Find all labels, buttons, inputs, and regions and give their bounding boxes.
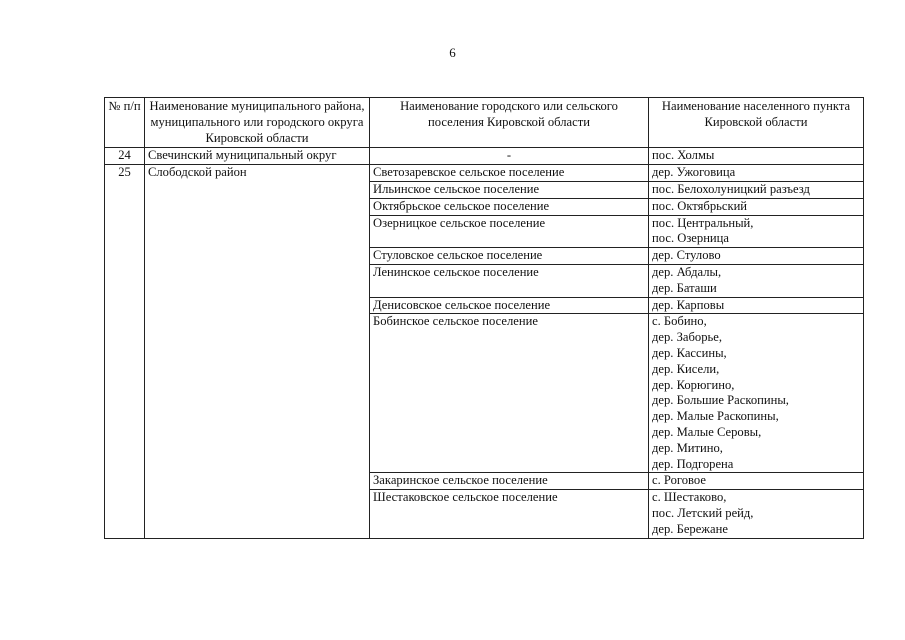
- table-row: [105, 148, 864, 165]
- locality-item: дер. Большие Раскопины,: [652, 393, 789, 408]
- locality-item: дер. Митино,: [652, 440, 723, 455]
- locality-item: дер. Абдалы,: [652, 264, 722, 279]
- table-row: [105, 165, 864, 182]
- locality-names: [649, 165, 864, 182]
- settlement-name: Закаринское сельское поселение: [370, 473, 649, 490]
- locality-item: пос. Летский рейд,: [652, 505, 754, 520]
- locality-names: [649, 264, 864, 297]
- locality-item: с. Шестаково,: [652, 490, 727, 505]
- settlement-name: Бобинское сельское поселение: [370, 314, 649, 473]
- header-district: Наименование муниципального района, муниципального или городского округа Кировской области: [145, 98, 370, 148]
- table-header-row: [105, 98, 864, 148]
- locality-item: с. Бобино,: [652, 314, 707, 329]
- settlement-name: -: [370, 148, 649, 165]
- locality-item: дер. Кассины,: [652, 345, 727, 360]
- locality-names: [649, 248, 864, 265]
- settlement-name: Ленинское сельское поселение: [370, 264, 649, 297]
- page-number: 6: [449, 45, 456, 60]
- locality-item: дер. Заборье,: [652, 330, 722, 345]
- locality-names: [649, 297, 864, 314]
- locality-item: дер. Ужоговица: [652, 165, 736, 180]
- locality-item: дер. Подгорена: [652, 456, 734, 471]
- locality-names: [649, 181, 864, 198]
- locality-item: пос. Белохолуницкий разъезд: [652, 181, 810, 196]
- locality-item: дер. Малые Серовы,: [652, 424, 762, 439]
- locality-item: дер. Баташи: [652, 280, 717, 295]
- settlement-name: Денисовское сельское поселение: [370, 297, 649, 314]
- locality-item: пос. Октябрьский: [652, 198, 748, 213]
- row-number: 25: [105, 165, 145, 538]
- locality-item: дер. Кисели,: [652, 361, 720, 376]
- locality-item: дер. Корюгино,: [652, 377, 735, 392]
- locality-item: пос. Озерница: [652, 231, 730, 246]
- settlement-name: Октябрьское сельское поселение: [370, 198, 649, 215]
- header-settlement: Наименование городского или сельского поселения Кировской области: [370, 98, 649, 148]
- row-number: 24: [105, 148, 145, 165]
- locality-names: [649, 473, 864, 490]
- locality-names: пос. Холмы: [649, 148, 864, 165]
- locality-item: дер. Карповы: [652, 297, 725, 312]
- district-name: Слободской район: [145, 165, 370, 538]
- locality-names: [649, 215, 864, 248]
- locality-item: с. Роговое: [652, 473, 706, 488]
- settlements-table: [104, 97, 864, 539]
- locality-item: пос. Центральный,: [652, 215, 754, 230]
- settlement-name: Стуловское сельское поселение: [370, 248, 649, 265]
- settlement-name: Ильинское сельское поселение: [370, 181, 649, 198]
- settlement-name: Шестаковское сельское поселение: [370, 490, 649, 538]
- locality-item: дер. Малые Раскопины,: [652, 409, 779, 424]
- district-name: Свечинский муниципальный округ: [145, 148, 370, 165]
- locality-names: [649, 198, 864, 215]
- settlement-name: Озерницкое сельское поселение: [370, 215, 649, 248]
- locality-item: дер. Бережане: [652, 521, 728, 536]
- locality-names: [649, 490, 864, 538]
- header-locality: Наименование населенного пункта Кировской области: [649, 98, 864, 148]
- locality-item: дер. Стулово: [652, 248, 721, 263]
- settlement-name: Светозаревское сельское поселение: [370, 165, 649, 182]
- header-number: № п/п: [105, 98, 145, 148]
- locality-names: [649, 314, 864, 473]
